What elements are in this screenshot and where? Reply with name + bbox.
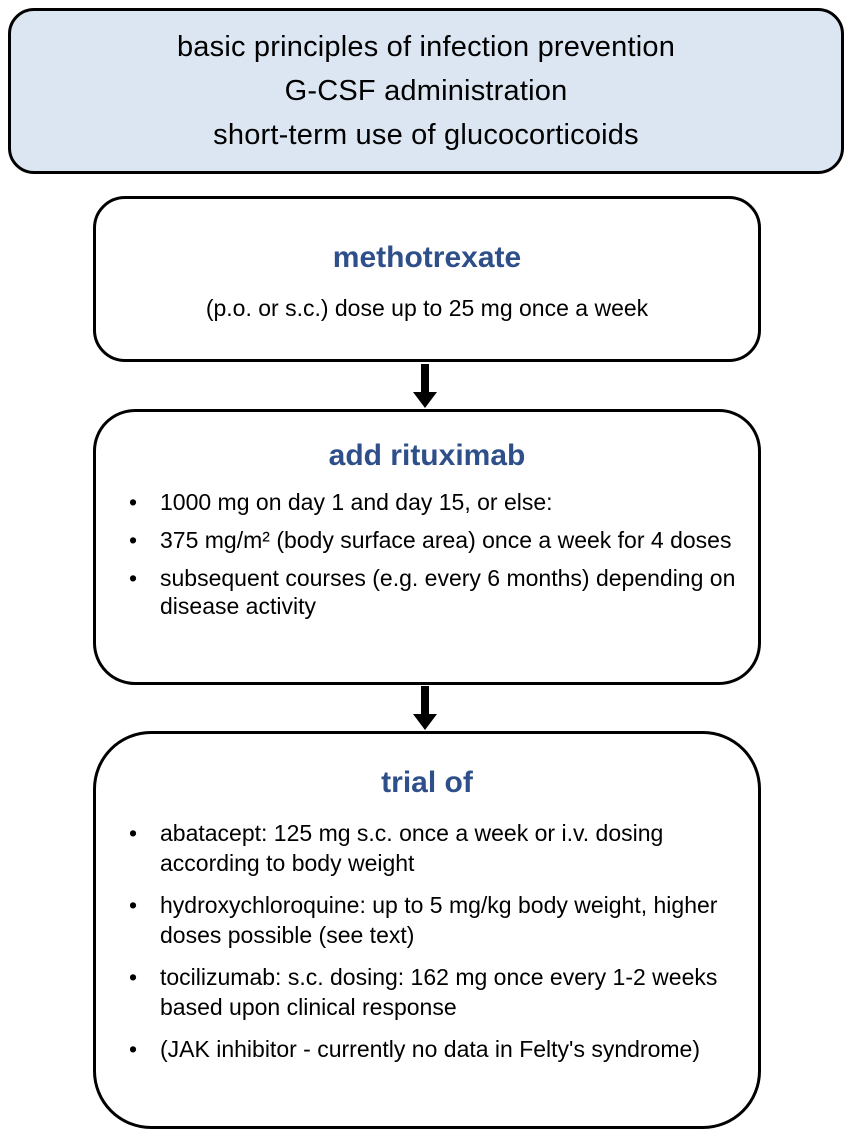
trial-box	[93, 731, 761, 1129]
trial-title: trial of	[381, 766, 473, 799]
infection-prevention-text: basic principles of infection prevention	[176, 31, 676, 63]
gcsf-text: G-CSF administration	[284, 75, 568, 107]
trial-bullets	[96, 818, 738, 1064]
methotrexate-title: methotrexate	[332, 241, 522, 274]
rituximab-bullets	[96, 488, 738, 620]
list-item: • 1000 mg on day 1 and day 15, or else:	[160, 488, 738, 516]
arrow-down-icon	[413, 364, 437, 408]
methotrexate-dose: (p.o. or s.c.) dose up to 25 mg once a week	[205, 295, 649, 321]
list-item: • tocilizumab: s.c. dosing: 162 mg once every 1-2 weeks based upon clinical response	[160, 962, 738, 1022]
list-item: • subsequent courses (e.g. every 6 months) depending on disease activity	[160, 564, 738, 620]
list-item: • hydroxychloroquine: up to 5 mg/kg body weight, higher doses possible (see text)	[160, 890, 738, 950]
list-item: • (JAK inhibitor - currently no data in Felty's syndrome)	[160, 1034, 738, 1064]
methotrexate-box	[93, 196, 761, 362]
glucocorticoids-text: short-term use of glucocorticoids	[213, 119, 639, 151]
list-item: • 375 mg/m² (body surface area) once a week for 4 doses	[160, 526, 738, 554]
supportive-measures-box	[8, 8, 844, 174]
list-item: • abatacept: 125 mg s.c. once a week or i.v. dosing according to body weight	[160, 818, 738, 878]
arrow-down-icon	[413, 686, 437, 730]
rituximab-title: add rituximab	[328, 439, 526, 472]
rituximab-box	[93, 409, 761, 685]
